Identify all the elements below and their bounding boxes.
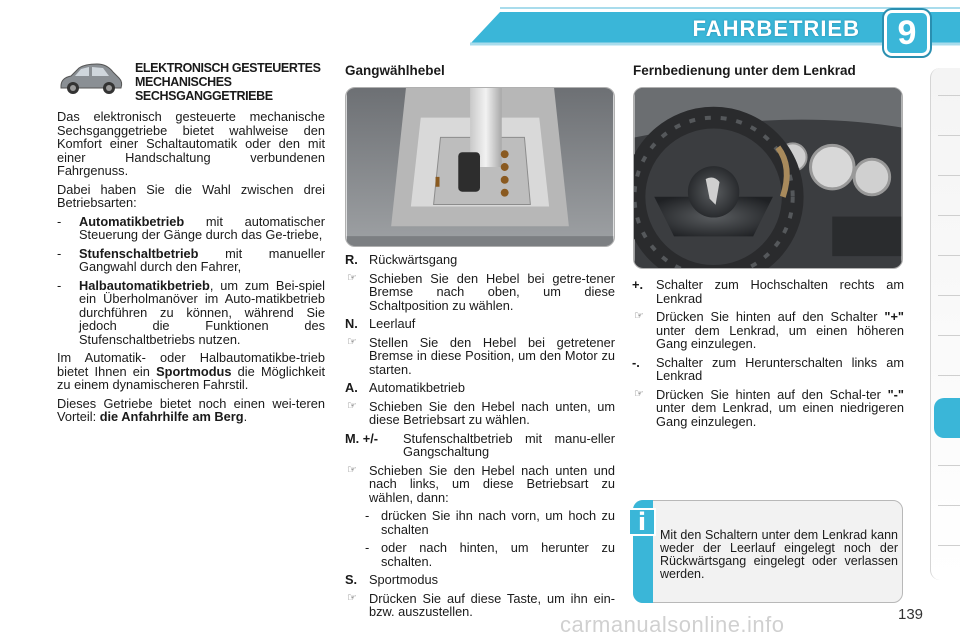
tab-marker[interactable] bbox=[938, 175, 960, 176]
info-icon: i bbox=[628, 508, 656, 536]
pointing-hand-icon: ☞ bbox=[347, 335, 357, 348]
text-run: Im Automatik- oder Halbautomatikbe-trieb bietet Ihnen ein bbox=[57, 350, 325, 379]
gear-selector-image bbox=[345, 87, 615, 247]
mode-desc: mit manueller Gangwahl durch den Fahrer, bbox=[79, 245, 325, 274]
info-text: Mit den Schaltern unter dem Lenkrad kann weder der Leerlauf eingelegt noch der Rückwärtsgang eingelegt oder verlassen werden. bbox=[660, 528, 898, 581]
pointing-hand-icon: ☞ bbox=[347, 271, 357, 284]
page-number: 139 bbox=[898, 606, 924, 623]
steering-control-instructions bbox=[632, 278, 904, 433]
list-item bbox=[345, 400, 615, 427]
list-item bbox=[345, 464, 615, 505]
tab-marker[interactable] bbox=[938, 465, 960, 466]
position-desc: Sportmodus bbox=[369, 572, 438, 587]
position-key: M. +/- bbox=[345, 430, 379, 446]
advantage-paragraph bbox=[57, 397, 325, 424]
position-desc: Automatikbetrieb bbox=[369, 380, 466, 395]
heading-line: MECHANISCHES bbox=[135, 75, 232, 89]
tab-marker[interactable] bbox=[938, 295, 960, 296]
position-key: S. bbox=[345, 572, 358, 587]
section-heading-gearbox bbox=[135, 61, 335, 103]
list-item bbox=[345, 573, 615, 587]
gear-selector-instructions bbox=[345, 253, 615, 624]
intro-paragraph: Das elektronisch gesteuerte mechanische Sechsganggetriebe bietet wahlweise den Komfort einer Schaltautomatik oder den mit einer Handschaltung verbundenen Fahrgenuss. bbox=[57, 109, 325, 178]
position-desc: Stufenschaltbetrieb mit manu-eller Gangschaltung bbox=[403, 430, 615, 459]
mode-text bbox=[79, 279, 325, 347]
position-desc: Leerlauf bbox=[369, 316, 416, 331]
text-run: die Möglichkeit zu einem dynamischeren Fahrstil. bbox=[57, 363, 325, 392]
text-run: unter dem Lenkrad, um einen höheren Gang einzulegen. bbox=[656, 322, 904, 351]
control-desc: Schalter zum Herunterschalten links am Lenkrad bbox=[656, 354, 904, 383]
text-run: Dieses Getriebe bietet noch einen wei-teren Vorteil: bbox=[57, 395, 325, 424]
text-run: Drücken Sie hinten auf den Schal-ter bbox=[656, 386, 888, 402]
list-item bbox=[345, 432, 615, 459]
sub-instruction: oder nach hinten, um herunter zu schalten. bbox=[381, 540, 615, 569]
mode-name: Halbautomatikbetrieb bbox=[79, 277, 210, 293]
list-dash: - bbox=[57, 277, 62, 293]
list-item bbox=[632, 278, 904, 305]
active-chapter-tab[interactable] bbox=[934, 398, 960, 438]
gearbox-description bbox=[57, 110, 325, 429]
tab-marker[interactable] bbox=[938, 135, 960, 136]
position-key: A. bbox=[345, 380, 358, 395]
section-heading-steering-controls: Fernbedienung unter dem Lenkrad bbox=[633, 63, 856, 78]
mode-text bbox=[79, 215, 325, 242]
chapter-title: FAHRBETRIEB bbox=[692, 16, 860, 41]
choice-paragraph: Dabei haben Sie die Wahl zwischen drei Betriebsarten: bbox=[57, 181, 325, 210]
tab-marker[interactable] bbox=[938, 215, 960, 216]
list-item bbox=[345, 381, 615, 395]
text-run: Drücken Sie hinten auf den Schalter bbox=[656, 309, 885, 324]
position-desc: Rückwärtsgang bbox=[369, 252, 458, 267]
instruction-text bbox=[656, 388, 904, 429]
list-item bbox=[57, 247, 325, 274]
instruction-text: Schieben Sie den Hebel bei getre-tener Bremse nach oben, um diese Schaltposition zu wählen. bbox=[369, 270, 615, 313]
sub-instruction: drücken Sie ihn nach vorn, um hoch zu schalten bbox=[381, 508, 615, 537]
section-heading-selector: Gangwählhebel bbox=[345, 63, 445, 78]
list-dash: - bbox=[365, 540, 370, 555]
watermark: carmanualsonline.info bbox=[560, 612, 785, 637]
pointing-hand-icon: ☞ bbox=[347, 463, 357, 476]
mode-name: Stufenschaltbetrieb bbox=[79, 245, 199, 261]
instruction-text: Drücken Sie auf diese Taste, um ihn ein- bzw. auszustellen. bbox=[369, 590, 615, 619]
mode-text bbox=[79, 247, 325, 274]
pointing-hand-icon: ☞ bbox=[634, 387, 644, 400]
heading-line: ELEKTRONISCH GESTEUERTES bbox=[135, 61, 321, 75]
instruction-text bbox=[656, 310, 904, 351]
text-run-bold: "-" bbox=[887, 386, 904, 402]
position-key: N. bbox=[345, 316, 358, 331]
pointing-hand-icon: ☞ bbox=[634, 310, 644, 322]
list-item bbox=[632, 388, 904, 429]
sport-paragraph bbox=[57, 351, 325, 392]
list-item bbox=[345, 317, 615, 331]
list-item bbox=[632, 356, 904, 383]
control-desc: Schalter zum Hochschalten rechts am Lenkrad bbox=[656, 277, 904, 306]
text-run-bold: die Anfahrhilfe am Berg bbox=[99, 409, 244, 424]
pointing-hand-icon: ☞ bbox=[347, 399, 357, 412]
control-key: -. bbox=[632, 354, 640, 370]
instruction-text: Schieben Sie den Hebel nach unten und nach links, um diese Betriebsart zu wählen, dann: bbox=[369, 462, 615, 505]
heading-line: SECHSGANGGETRIEBE bbox=[135, 89, 273, 103]
position-key: R. bbox=[345, 252, 358, 267]
pointing-hand-icon: ☞ bbox=[347, 591, 357, 604]
list-item bbox=[345, 253, 615, 267]
tab-marker[interactable] bbox=[938, 95, 960, 96]
mode-name: Automatikbetrieb bbox=[79, 213, 185, 229]
text-run: . bbox=[243, 409, 248, 424]
list-item bbox=[345, 336, 615, 377]
sub-list-item bbox=[345, 509, 615, 536]
control-key: +. bbox=[632, 277, 644, 292]
list-dash: - bbox=[57, 245, 62, 261]
instruction-text: Stellen Sie den Hebel bei getretener Bremse in diese Position, um den Motor zu starten. bbox=[369, 334, 615, 377]
chapter-number-badge: 9 bbox=[884, 10, 930, 56]
tab-marker[interactable] bbox=[938, 375, 960, 376]
chapter-tab-strip bbox=[930, 68, 960, 580]
list-dash: - bbox=[57, 213, 62, 229]
sub-list-item bbox=[345, 541, 615, 568]
list-dash: - bbox=[365, 508, 370, 523]
mode-desc: mit automatischer Steuerung der Gänge durch das Ge-triebe, bbox=[79, 213, 325, 242]
tab-marker[interactable] bbox=[938, 335, 960, 336]
instruction-text: Schieben Sie den Hebel nach unten, um diese Betriebsart zu wählen. bbox=[369, 398, 615, 427]
mode-desc: , um zum Bei-spiel ein Überholmanöver im Auto-matikbetrieb durchführen zu können, während Sie jedoch die Funktionen des Stufenschaltbetriebs nutzen. bbox=[79, 277, 325, 347]
steering-wheel-image bbox=[633, 87, 903, 269]
car-icon bbox=[55, 58, 125, 98]
text-run: unter dem Lenkrad, um einen niedrigeren Gang einzulegen. bbox=[656, 400, 904, 429]
list-item bbox=[57, 279, 325, 347]
tab-marker[interactable] bbox=[938, 545, 960, 546]
tab-marker[interactable] bbox=[938, 255, 960, 256]
list-item bbox=[632, 310, 904, 351]
text-run-bold: "+" bbox=[884, 309, 904, 324]
list-item bbox=[57, 215, 325, 242]
text-run-bold: Sportmodus bbox=[156, 363, 232, 379]
tab-marker[interactable] bbox=[938, 505, 960, 506]
list-item bbox=[345, 272, 615, 313]
